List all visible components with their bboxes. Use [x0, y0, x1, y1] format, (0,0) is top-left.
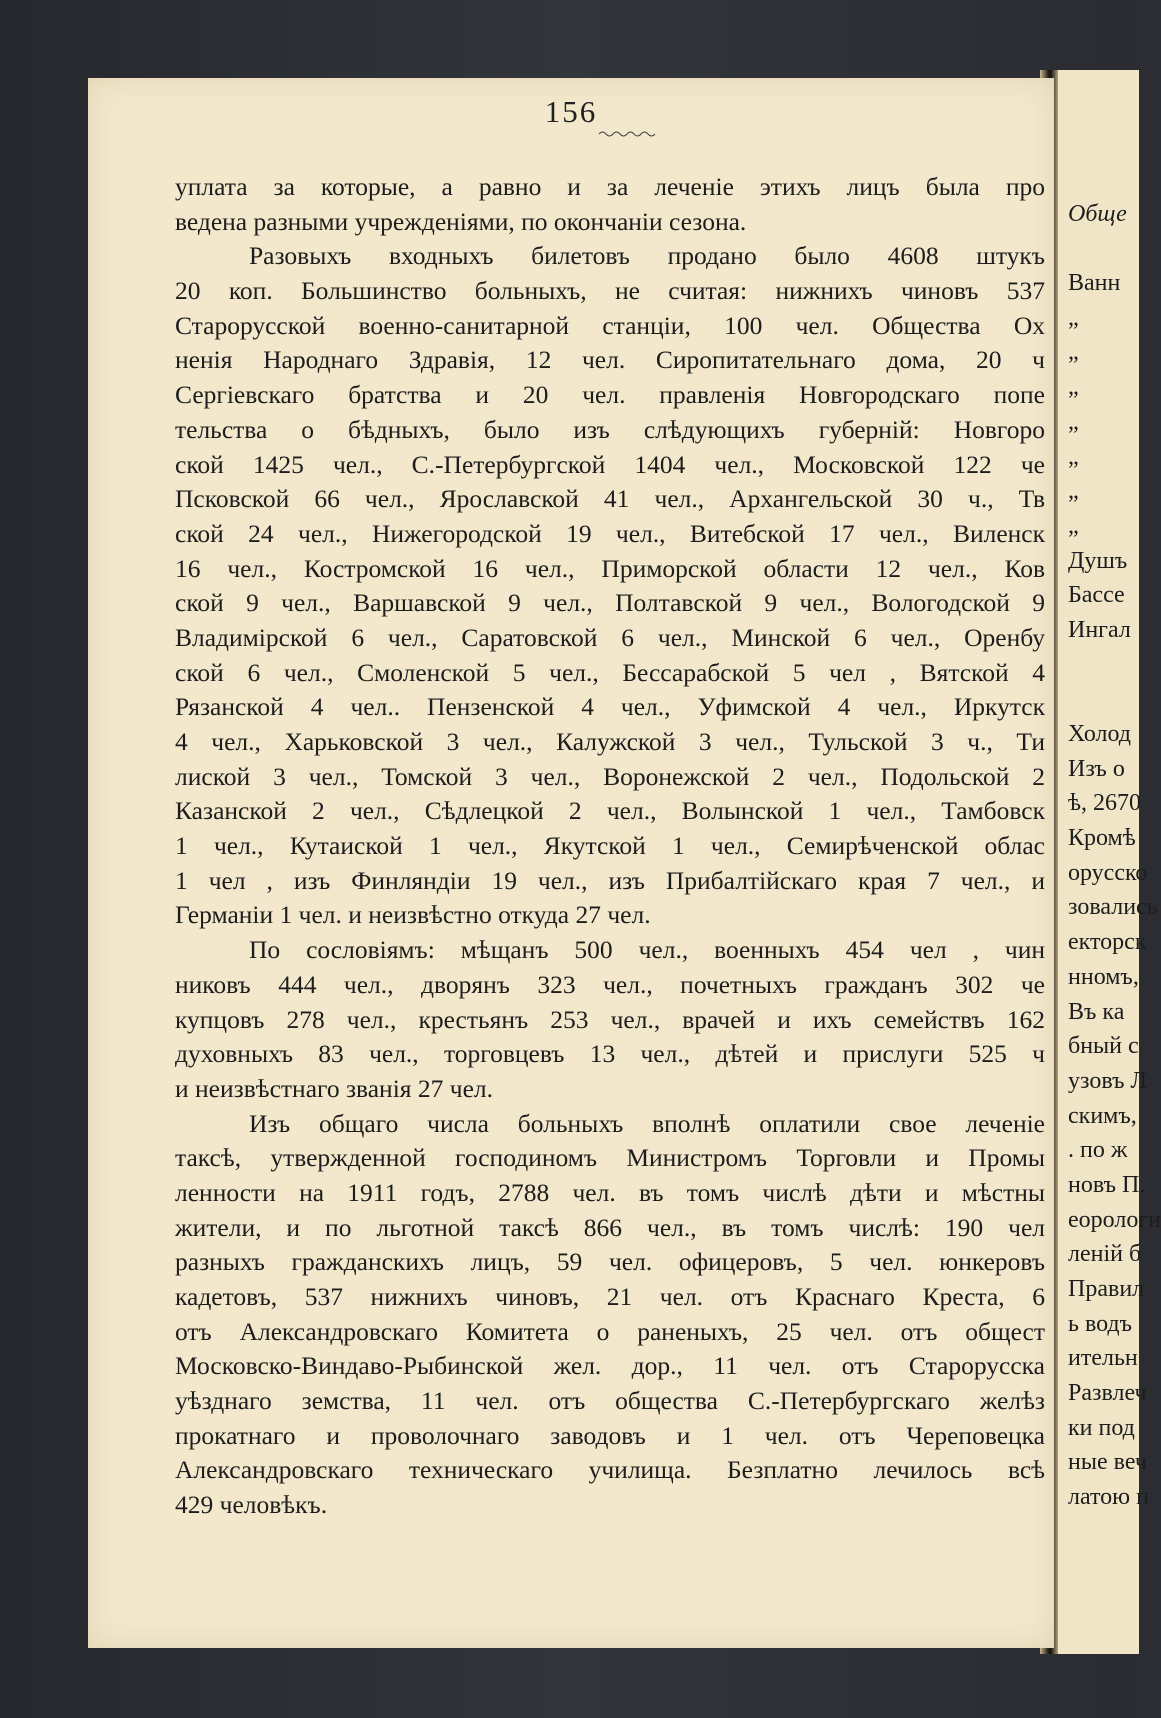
right-page-line: Обще — [1068, 200, 1127, 227]
right-page-line: бный с — [1068, 1033, 1139, 1060]
right-page-line: Развлеч — [1068, 1380, 1147, 1407]
text-line: Псковской 66 чел., Ярославской 41 чел., Архангельской 30 ч., Тв — [175, 484, 1045, 514]
right-page-line: скимъ, — [1068, 1102, 1137, 1129]
text-line: отъ Александровскаго Комитета о раненыхъ, 25 чел. отъ общест — [175, 1316, 1045, 1346]
right-page-line: „ — [1068, 304, 1079, 331]
text-line: 16 чел., Костромской 16 чел., Приморской области 12 чел., Ков — [175, 553, 1045, 583]
right-page-line: „ — [1068, 339, 1079, 366]
text-line: 1 чел., Кутаиской 1 чел., Якутской 1 чел., Семирѣченской облас — [175, 831, 1045, 861]
right-page-line — [1068, 231, 1148, 266]
page-body-text — [175, 170, 1045, 1523]
text-line: ненія Народнаго Здравія, 12 чел. Сиропитательнаго дома, 20 ч — [175, 345, 1045, 375]
text-line: таксѣ, утвержденной господиномъ Министромъ Торговли и Промы — [175, 1143, 1045, 1173]
text-line: По сословіямъ: мѣщанъ 500 чел., военныхъ 454 чел , чин — [249, 935, 1045, 965]
text-line: Владимірской 6 чел., Саратовской 6 чел., Минской 6 чел., Оренбу — [175, 622, 1045, 652]
right-page-line: „ — [1068, 512, 1079, 539]
text-line: уѣзднаго земства, 11 чел. отъ общества С.-Петербургскаго желѣз — [175, 1386, 1045, 1416]
text-line: никовъ 444 чел., дворянъ 323 чел., почетныхъ гражданъ 302 че — [175, 969, 1045, 999]
text-line: ской 9 чел., Варшавской 9 чел., Полтавской 9 чел., Вологодской 9 — [175, 588, 1045, 618]
page-number-ornament — [599, 130, 655, 138]
text-line: и неизвѣстнаго званія 27 чел. — [175, 1073, 494, 1103]
text-line: Изъ общаго числа больныхъ вполнѣ оплатили свое леченіе — [249, 1108, 1045, 1138]
text-line: купцовъ 278 чел., крестьянъ 253 чел., врачей и ихъ семействъ 162 — [175, 1004, 1045, 1034]
text-line: Разовыхъ входныхъ билетовъ продано было 4608 штукъ — [249, 241, 1045, 271]
right-page-line: ки под — [1068, 1414, 1135, 1441]
text-line: 4 чел., Харьковской 3 чел., Калужской 3 чел., Тульской 3 ч., Ти — [175, 727, 1045, 756]
right-page-line: екторск — [1068, 929, 1147, 956]
right-page-text — [1068, 162, 1161, 1515]
right-page-line: . по ж — [1068, 1137, 1128, 1164]
text-line: Старорусской военно-санитарной станціи, 100 чел. Общества Ох — [175, 310, 1045, 340]
text-line: ской 24 чел., Нижегородской 19 чел., Витебской 17 чел., Виленск — [175, 518, 1045, 548]
right-page-line: ные веч — [1068, 1449, 1147, 1476]
right-page-line — [1068, 162, 1148, 197]
right-page-line — [1068, 648, 1148, 683]
right-page-line: нномъ, — [1068, 963, 1139, 990]
right-page-line: „ — [1068, 374, 1079, 401]
right-page-line: зовались — [1068, 894, 1158, 921]
text-line: ленности на 1911 годъ, 2788 чел. въ томъ числѣ дѣти и мѣстны — [175, 1177, 1045, 1207]
text-line: ской 6 чел., Смоленской 5 чел., Бессарабской 5 чел , Вятской 4 — [175, 657, 1045, 687]
right-page-line: ительн — [1068, 1345, 1138, 1372]
right-page-line: „ — [1068, 443, 1079, 470]
right-page-line: Правил — [1068, 1276, 1145, 1302]
text-line: разныхъ гражданскихъ лицъ, 59 чел. офицеровъ, 5 чел. юнкеровъ — [175, 1247, 1045, 1277]
right-page-line: леній б — [1068, 1241, 1142, 1268]
text-line: ведена разными учрежденіями, по окончаніи сезона. — [175, 206, 747, 236]
right-page-line — [1068, 682, 1148, 717]
text-line: лиской 3 чел., Томской 3 чел., Воронежской 2 чел., Подольской 2 — [175, 761, 1045, 791]
right-page-line: узовъ Л — [1068, 1067, 1147, 1094]
right-page-line: Холод — [1068, 721, 1131, 747]
right-page-line: латою п — [1068, 1484, 1149, 1511]
text-line: 429 человѣкъ. — [175, 1490, 328, 1520]
right-page-fragment — [1054, 70, 1161, 1654]
text-line: Александровскаго техническаго училища. Безплатно лечилось всѣ — [175, 1455, 1045, 1485]
right-page-line: ь водъ — [1068, 1310, 1133, 1337]
text-line: духовныхъ 83 чел., торговцевъ 13 чел., дѣтей и прислуги 525 ч — [175, 1039, 1045, 1069]
text-line: Московско-Виндаво-Рыбинской жел. дор., 11 чел. отъ Старорусска — [175, 1351, 1045, 1381]
right-page-line: „ — [1068, 408, 1079, 435]
text-line: кадетовъ, 537 нижнихъ чиновъ, 21 чел. отъ Краснаго Креста, 6 — [175, 1282, 1045, 1311]
right-page-line: орусско — [1068, 859, 1148, 886]
text-line: 1 чел , изъ Финляндіи 19 чел., изъ Прибалтійскаго края 7 чел., и — [175, 865, 1045, 895]
text-line: уплата за которые, а равно и за леченіе этихъ лицъ была про — [175, 172, 1045, 201]
right-page-line: Кромѣ — [1068, 825, 1136, 852]
right-page-line: Въ ка — [1068, 998, 1125, 1025]
text-line: Германіи 1 чел. и неизвѣстно откуда 27 чел. — [175, 900, 651, 930]
text-line: прокатнаго и проволочнаго заводовъ и 1 чел. отъ Череповецка — [175, 1420, 1045, 1450]
page-number: 156 — [544, 94, 598, 129]
right-page-line: Душъ — [1068, 547, 1128, 574]
right-page-line: Изъ о — [1068, 755, 1125, 782]
text-line: 20 коп. Большинство больныхъ, не считая: нижнихъ чиновъ 537 — [175, 276, 1045, 306]
right-page-line: Ванн — [1068, 270, 1121, 297]
text-line: тельства о бѣдныхъ, было изъ слѣдующихъ губерній: Новгоро — [175, 414, 1045, 444]
right-page-line: Ингал — [1068, 616, 1131, 643]
text-line: жители, и по льготной таксѣ 866 чел., въ томъ числѣ: 190 чел — [175, 1212, 1045, 1242]
right-page-line: еорологи — [1068, 1206, 1161, 1233]
right-page-line: „ — [1068, 478, 1079, 505]
text-line: Сергіевскаго братства и 20 чел. правленія Новгородскаго попе — [175, 380, 1045, 410]
right-page-line: Бассе — [1068, 582, 1125, 609]
right-page-line: новъ П. — [1068, 1171, 1146, 1198]
book-page — [88, 78, 1054, 1648]
text-line: ской 1425 чел., С.-Петербургской 1404 чел., Московской 122 че — [175, 449, 1045, 479]
text-line: Рязанской 4 чел.. Пензенской 4 чел., Уфимской 4 чел., Иркутск — [175, 692, 1045, 722]
right-page-line: ѣ, 2670 — [1068, 790, 1142, 817]
text-line: Казанской 2 чел., Сѣдлецкой 2 чел., Волынской 1 чел., Тамбовск — [175, 796, 1045, 826]
